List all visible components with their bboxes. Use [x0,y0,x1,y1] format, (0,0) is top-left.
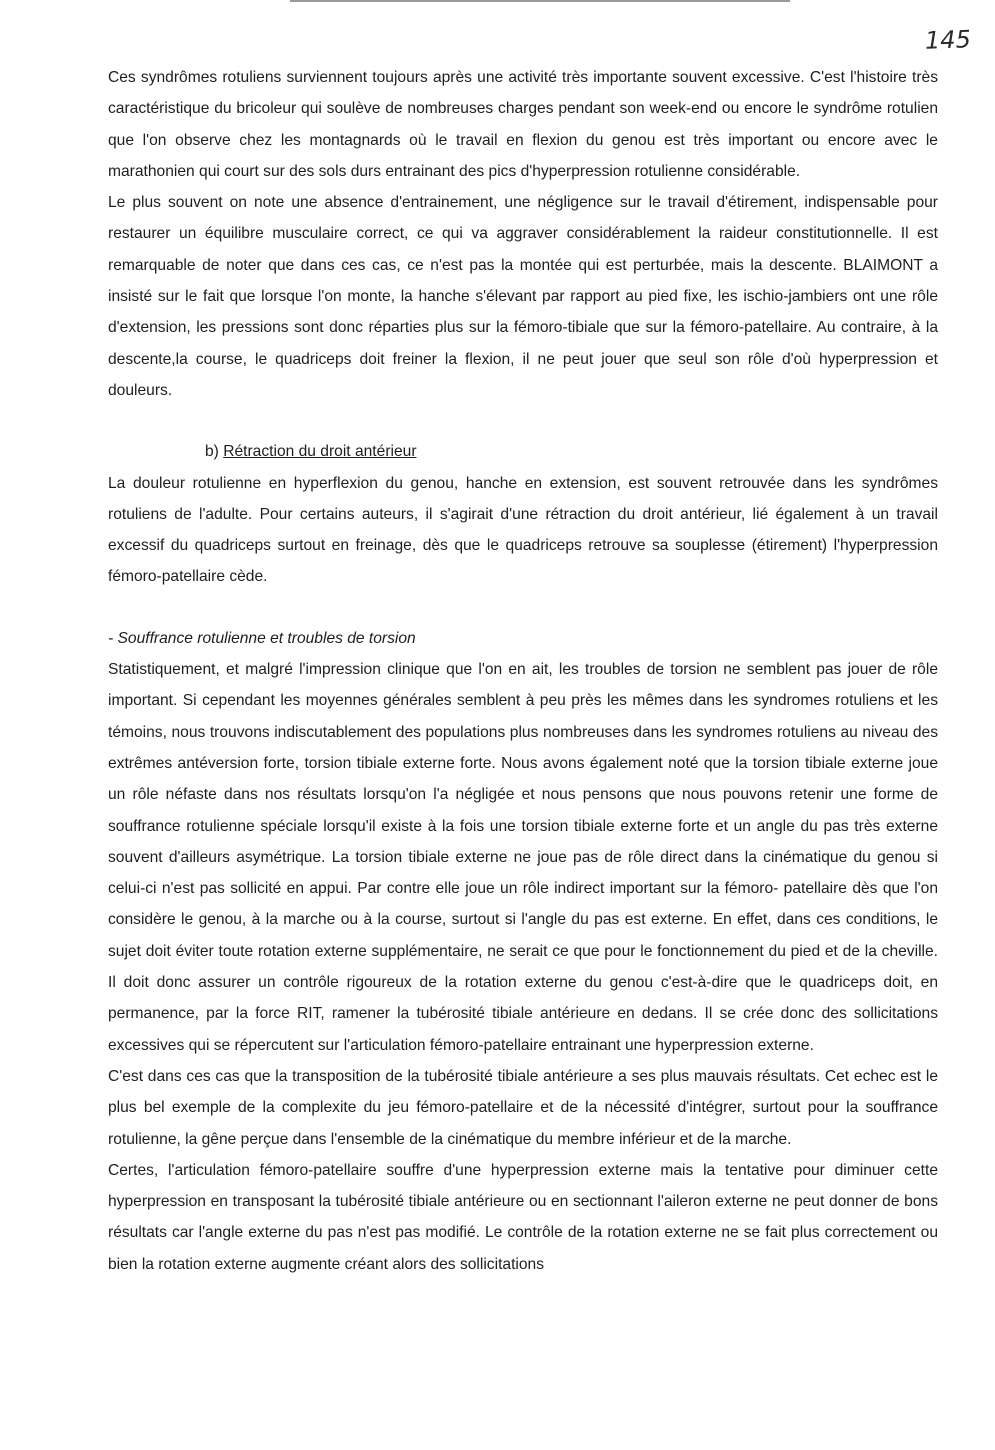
paragraph-3: La douleur rotulienne en hyperflexion du genou, hanche en extension, est souvent retrouvée dans les syndrômes rotuliens de l'adulte. Pour certains auteurs, il s'agirait d'une rétraction du droit antérieur, lié également à un travail excessif du quadriceps surtout en freinage, dès que le quadriceps retrouve sa souplesse (étirement) l'hyperpression fémoro-patellaire cède. [108,474,938,586]
paragraph-6: Certes, l'articulation fémoro-patellaire souffre d'une hyperpression externe mais la tentative pour diminuer cette hyperpression en transposant la tubérosité tibiale antérieure ou en sectionnant l'aileron externe ne peut donner de bons résultats car l'angle externe du pas n'est pas modifié. Le contrôle de la rotation externe ne se fait plus correctement ou bien la rotation externe augmente créant alors des sollicitations [108,1161,938,1273]
paragraph-1: Ces syndrômes rotuliens surviennent toujours après une activité très importante souvent excessive. C'est l'histoire très caractéristique du bricoleur qui soulève de nombreuses charges pendant son week-end ou encore le syndrôme rotulien que l'on observe chez les montagnards où le travail en flexion du genou est très important ou encore avec le marathonien qui court sur des sols durs entrainant des pics d'hyperpression rotulienne considérable. [108,69,938,180]
document-body [108,62,938,1280]
section-b-heading [108,436,938,467]
paragraph-2: Le plus souvent on note une absence d'entrainement, une négligence sur le travail d'étirement, indispensable pour restaurer un équilibre musculaire correct, ce qui va aggraver considérablement la raideur constitutionnelle. Il est remarquable de noter que dans ces cas, ce n'est pas la montée qui est perturbée, mais la descente. BLAIMONT a insisté sur le fait que lorsque l'on monte, la hanche s'élevant par rapport au pied fixe, les ischio-jambiers ont une rôle d'extension, les pressions sont donc réparties plus sur la fémoro-tibiale que sur la fémoro-patellaire. Au contraire, à la descente,la course, le quadriceps doit freiner la flexion, il ne peut jouer que seul son rôle d'où hyperpression et douleurs. [108,194,938,399]
section-gap [108,406,938,436]
section-b-title: Rétraction du droit antérieur [223,443,417,461]
scan-top-edge [290,0,790,2]
section-gap [108,593,938,623]
torsion-heading: - Souffrance rotulienne et troubles de torsion [108,629,416,647]
page-number: 145 [924,25,972,55]
paragraph-5: C'est dans ces cas que la transposition de la tubérosité tibiale antérieure a ses plus mauvais résultats. Cet echec est le plus bel exemple de la complexite du jeu fémoro-patellaire et de la nécessité d'intégrer, surtout pour la souffrance rotulienne, la gêne perçue dans l'ensemble de la cinématique du membre inférieur et de la marche. [108,1067,938,1148]
section-b-prefix: b) [205,443,219,461]
paragraph-4: Statistiquement, et malgré l'impression clinique que l'on en ait, les troubles de torsion ne semblent pas jouer de rôle important. Si cependant les moyennes générales semblent à peu près les mêmes dans les syndromes rotuliens et les témoins, nous trouvons indiscutablement des populations plus nombreuses dans les syndromes rotuliens au niveau des extrêmes antéversion forte, torsion tibiale externe forte. Nous avons également noté que la torsion tibiale externe joue un rôle néfaste dans nos résultats lorsqu'on l'a négligée et nous pensons que nous pouvons retenir une forme de souffrance rotulienne spéciale lorsqu'il existe à la fois une torsion tibiale externe forte et un angle du pas très externe souvent d'ailleurs asymétrique. La torsion tibiale externe ne joue pas de rôle direct dans la cinématique du genou si celui-ci n'est pas sollicité en appui. Par contre elle joue un rôle indirect important sur la fémoro- patellaire dès que l'on considère le genou, à la marche ou à la course, surtout si l'angle du pas est externe. En effet, dans ces conditions, le sujet doit éviter toute rotation externe supplémentaire, ne serait ce que pour le fonctionnement du pied et de la cheville. Il doit donc assurer un contrôle rigoureux de la rotation externe du genou c'est-à-dire que le quadriceps doit, en permanence, par la force RIT, ramener la tubérosité tibiale antérieure en dedans. Il se crée donc des sollicitations excessives qui se répercutent sur l'articulation fémoro-patellaire entrainant une hyperpression externe. [108,661,938,1054]
